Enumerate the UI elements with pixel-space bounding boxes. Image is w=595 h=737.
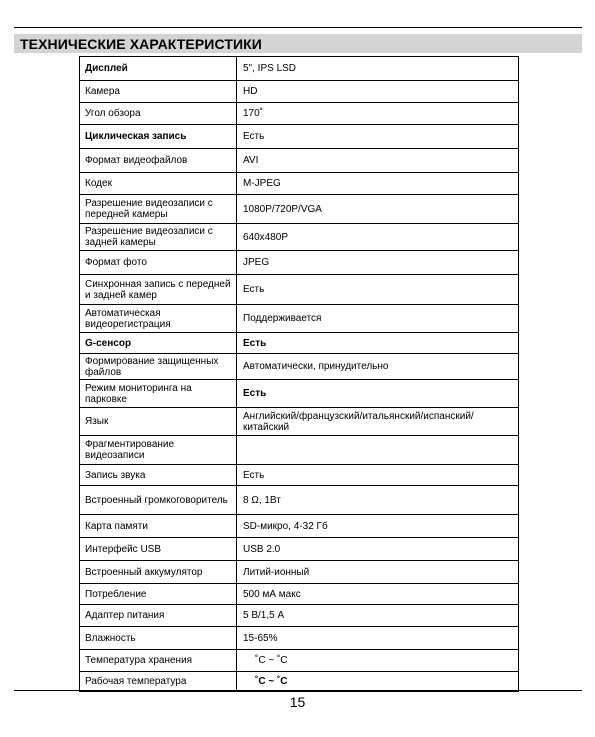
spec-value: JPEG	[237, 251, 519, 275]
table-row	[80, 627, 519, 650]
table-row	[80, 57, 519, 81]
spec-label: Встроенный аккумулятор	[80, 561, 237, 584]
spec-label: Влажность	[80, 627, 237, 650]
page-number: 15	[289, 694, 306, 710]
spec-label: G-сенсор	[80, 333, 237, 354]
table-row	[80, 436, 519, 465]
spec-label: Карта памяти	[80, 515, 237, 538]
spec-value: AVI	[237, 149, 519, 173]
table-row	[80, 486, 519, 515]
spec-label: Язык	[80, 408, 237, 436]
spec-label: Формат фото	[80, 251, 237, 275]
table-row	[80, 650, 519, 672]
table-row	[80, 81, 519, 103]
table-row	[80, 465, 519, 486]
spec-value: 5", IPS LSD	[237, 57, 519, 81]
table-row	[80, 538, 519, 561]
spec-label: Дисплей	[80, 57, 237, 81]
table-row	[80, 672, 519, 692]
spec-value: Есть	[237, 465, 519, 486]
bottom-rule	[14, 690, 582, 691]
spec-label: Запись звука	[80, 465, 237, 486]
spec-value: Есть	[237, 380, 519, 408]
spec-label: Формат видеофайлов	[80, 149, 237, 173]
spec-value: ˚C ~ ˚C	[237, 650, 519, 672]
spec-value: 500 мА макс	[237, 584, 519, 605]
spec-value: Литий-ионный	[237, 561, 519, 584]
spec-label: Циклическая запись	[80, 125, 237, 149]
table-row	[80, 515, 519, 538]
spec-label: Режим мониторинга на парковке	[80, 380, 237, 408]
spec-label: Разрешение видеозаписи с передней камеры	[80, 195, 237, 224]
spec-label: Рабочая температура	[80, 672, 237, 692]
section-title: ТЕХНИЧЕСКИЕ ХАРАКТЕРИСТИКИ	[20, 36, 262, 52]
table-row	[80, 195, 519, 224]
table-row	[80, 605, 519, 627]
table-row	[80, 103, 519, 125]
spec-value: Поддерживается	[237, 305, 519, 333]
spec-label: Температура хранения	[80, 650, 237, 672]
spec-value: M-JPEG	[237, 173, 519, 195]
spec-value: Есть	[237, 275, 519, 305]
spec-value: Есть	[237, 125, 519, 149]
spec-value: ˚C ~ ˚C	[237, 672, 519, 692]
spec-label: Адаптер питания	[80, 605, 237, 627]
spec-value: SD-микро, 4-32 Гб	[237, 515, 519, 538]
spec-label: Угол обзора	[80, 103, 237, 125]
spec-label: Автоматическая видеорегистрация	[80, 305, 237, 333]
spec-value: Автоматически, принудительно	[237, 354, 519, 380]
spec-value: 640x480P	[237, 224, 519, 251]
spec-value: Есть	[237, 333, 519, 354]
table-row	[80, 408, 519, 436]
table-row	[80, 354, 519, 380]
table-row	[80, 173, 519, 195]
spec-label: Встроенный громкоговоритель	[80, 486, 237, 515]
table-row	[80, 380, 519, 408]
table-row	[80, 149, 519, 173]
table-row	[80, 224, 519, 251]
spec-value: 1080P/720P/VGA	[237, 195, 519, 224]
table-row	[80, 584, 519, 605]
table-row	[80, 251, 519, 275]
spec-label: Потребление	[80, 584, 237, 605]
spec-value: USB 2.0	[237, 538, 519, 561]
spec-value: HD	[237, 81, 519, 103]
top-rule	[14, 27, 582, 28]
spec-value	[237, 436, 519, 465]
spec-table	[79, 56, 519, 692]
spec-value: 170˚	[237, 103, 519, 125]
table-row	[80, 275, 519, 305]
spec-label: Формирование защищенных файлов	[80, 354, 237, 380]
spec-label: Разрешение видеозаписи с задней камеры	[80, 224, 237, 251]
spec-value: 15-65%	[237, 627, 519, 650]
spec-value: Английский/французский/итальянский/испанский/ китайский	[237, 408, 519, 436]
spec-value: 5 В/1,5 А	[237, 605, 519, 627]
spec-label: Синхронная запись с передней и задней камер	[80, 275, 237, 305]
table-row	[80, 561, 519, 584]
table-row	[80, 125, 519, 149]
spec-value: 8 Ω, 1Вт	[237, 486, 519, 515]
spec-label: Фрагментирование видеозаписи	[80, 436, 237, 465]
table-row	[80, 305, 519, 333]
spec-label: Интерфейс USB	[80, 538, 237, 561]
spec-label: Камера	[80, 81, 237, 103]
table-row	[80, 333, 519, 354]
spec-label: Кодек	[80, 173, 237, 195]
section-header	[14, 34, 582, 53]
